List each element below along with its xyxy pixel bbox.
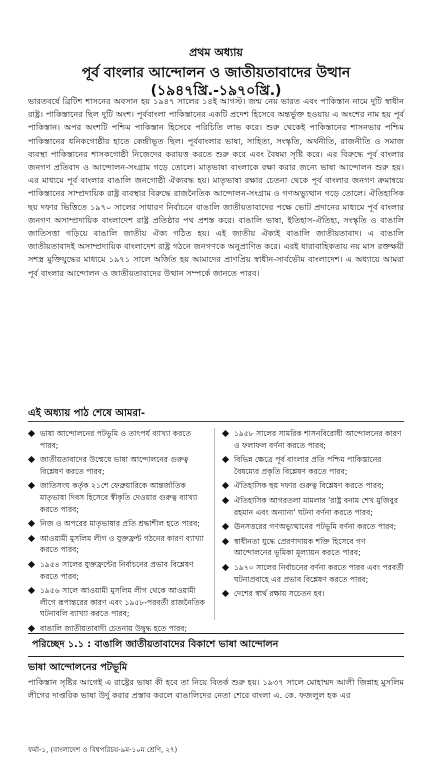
objective-item: নিজ ও অপরের মাতৃভাষার প্রতি শ্রদ্ধাশীল হতে পারব; (28, 518, 210, 530)
objective-item: জাতিসংঘ কর্তৃক ২১শে ফেব্রুয়ারিকে আন্তর্জাতিক মাতৃভাষা দিবস হিসেবে স্বীকৃতি দেওয়ার গুরুত্ব ব্যাখ্যা করতে পারব; (28, 480, 210, 515)
diamond-bullet-icon (222, 482, 229, 489)
objective-item: ১৯৫৮ সালের সামরিক শাসনবিরোধী আন্দোলনের কারণ ও ফলাফল বর্ণনা করতে পারব; (222, 428, 404, 451)
diamond-bullet-icon (222, 523, 229, 530)
page-footer: ফর্মা-১, (বাংলাদেশ ও বিশ্বপরিচয়-৯ম-১০ম শ্রেণি, ২৭) (28, 746, 178, 754)
objectives-rule (28, 421, 404, 422)
objectives-right-list (222, 428, 404, 603)
objective-item: ঊনসত্তরের গণঅভ্যুত্থানের পটভূমি বর্ণনা করতে পারব; (222, 521, 404, 533)
objective-item: ঐতিহাসিক আগরতলা মামলার 'রাষ্ট্র বনাম শেখ মুজিবুর রহমান এবং অন্যান্য' ঘটনা বর্ণনা করতে পারব; (222, 495, 404, 518)
objective-item: দেশের স্বার্থ রক্ষায় সচেতন হব। (222, 588, 404, 600)
objectives-left-list (28, 428, 210, 638)
objective-item: ভাষা আন্দোলনের পটভূমি ও তাৎপর্য ব্যাখ্যা করতে পারব; (28, 428, 210, 451)
section-heading: পরিচ্ছেদ ১.১ : বাঙালি জাতীয়তাবাদের বিকাশে ভাষা আন্দোলন (32, 639, 279, 650)
diamond-bullet-icon (222, 456, 229, 463)
sub-heading: ভাষা আন্দোলনের পটভূমি (28, 662, 128, 673)
diamond-bullet-icon (222, 564, 229, 571)
objective-item: বিভিন্ন ক্ষেত্রে পূর্ব বাংলার প্রতি পশ্চিম পাকিস্তানের বৈষম্যের প্রকৃতি বিশ্লেষণ করতে পারব; (222, 454, 404, 477)
diamond-bullet-icon (28, 482, 35, 489)
chapter-title: পূর্ব বাংলার আন্দোলন ও জাতীয়তাবাদের উত্থান (১৯৪৭খ্রি.-১৯৭০খ্রি.) (81, 65, 351, 99)
diamond-bullet-icon (222, 497, 229, 504)
objective-item: আওয়ামী মুসলিম লীগ ও যুক্তফ্রন্ট গঠনের কারণ ব্যাখ্যা করতে পারব; (28, 533, 210, 556)
objective-item: ১৯৭০ সালের নির্বাচনের বর্ণনা করতে পারব এবং পরবর্তী ঘটনাপ্রবাহে এর প্রভাব বিশ্লেষণ করতে পারব; (222, 562, 404, 585)
diamond-bullet-icon (222, 538, 229, 545)
section-heading-box (28, 633, 404, 657)
objective-item: ঐতিহাসিক ছয় দফার গুরুত্ব বিশ্লেষণ করতে পারব; (222, 480, 404, 492)
objectives-heading: এই অধ্যায় পাঠ শেষে আমরা- (28, 408, 145, 419)
objective-item: ১৯৫৬ সালে আওয়ামী মুসলিম লীগ থেকে আওয়ামী লীগে রূপান্তরের কারণ এবং ১৯৫৮-পরবর্তী রাজনৈতিক ঘটনাবলি ব্যাখ্যা করতে পারব; (28, 585, 210, 620)
objective-item: ১৯৫৪ সালের যুক্তফ্রন্টের নির্বাচনের প্রভাব বিশ্লেষণ করতে পারব; (28, 559, 210, 582)
diamond-bullet-icon (28, 587, 35, 594)
intro-paragraph: ভারতবর্ষে ব্রিটিশ শাসনের অবসান হয় ১৯৪৭ সালের ১৪ই আগস্ট। জন্ম নেয় ভারত এবং পাকিস্তান নামে দুটি স্বাধীন রাষ্ট্র। পাকিস্তানের ছিল দুটি অংশ। পূর্ববাংলা পাকিস্তানের একটি প্রদেশ হিসেবে অন্তর্ভুক্ত হওয়ায় এ অংশের নাম হয় পূর্ব পাকিস্তান। অপর অংশটি পশ্চিম পাকিস্তান হিসেবে পরিচিতি লাভ করে। শুরু থেকেই পাকিস্তানের শাসনভার পশ্চিম পাকিস্তানের ধনিকগোষ্ঠীর হাতে কেন্দ্রীভূত ছিল। পূর্ববাংলার ভাষা, সাহিত্য, সংস্কৃতি, অর্থনীতি, রাজনীতি ও সমাজ ব্যবস্থা পাকিস্তানের শাসকগোষ্ঠী নিজেদের করায়ত্ত করতে শুরু করে এবং বৈষম্য সৃষ্টি করে। এর বিরুদ্ধে পূর্ব বাংলার জনগণ প্রতিবাদ ও আন্দোলন-সংগ্রাম গড়ে তোলে। মাতৃভাষা বাংলাকে রক্ষা করার জন্যে ভাষা আন্দোলন শুরু হয়। এর মাধ্যমে পূর্ব বাংলার বাঙালি জনগোষ্ঠী ঐক্যবদ্ধ হয়। মাতৃভাষা রক্ষার চেতনা থেকে পূর্ব বাংলার জনগণ ক্রমান্বয়ে পাকিস্তানের সাম্প্রদায়িক রাষ্ট্র ব্যবস্থার বিরুদ্ধে রাজনৈতিক আন্দোলন-সংগ্রাম ও গণঅভ্যুত্থান গড়ে তোলে। ঐতিহাসিক ছয় দফার ভিত্তিতে ১৯৭০ সালের সাধারণ নির্বাচনে বাঙালি জাতীয়তাবাদের পক্ষে ভোট প্রদানের মাধ্যমে পূর্ব বাংলার জনগণ অসাম্প্রদায়িক বাংলাদেশ রাষ্ট্র প্রতিষ্ঠার পথ প্রশস্ত করে। বাঙালি ভাষা, ইতিহাস-ঐতিহ্য, সংস্কৃতি ও বাঙালি জাতিসত্তা গড়িয়ে বাঙালি জাতীয় ঐক্য গঠিত হয়। এই জাতীয় ঐক্যই বাঙালি জাতীয়তাবাদ। এ বাঙালি জাতীয়তাবাদই অসাম্প্রদায়িক বাংলাদেশ রাষ্ট্র গঠনে জনগণকে অনুপ্রাণিত করে। এরই ধারাবাহিকতায় নয় মাস রক্তক্ষয়ী সশস্ত্র মুক্তিযুদ্ধের মাধ্যমে ১৯৭১ সালে অর্জিত হয় আমাদের প্রাণপ্রিয় স্বাধীন-সার্বভৌম বাংলাদেশ। এ অধ্যায়ে আমরা পূর্ব বাংলার আন্দোলন ও জাতীয়তাবাদের উত্থান সম্পর্কে জানতে পারব। (28, 96, 404, 278)
section-paragraph: পাকিস্তান সৃষ্টির আগেই এ রাষ্ট্রের ভাষা কী হবে তা নিয়ে বিতর্ক শুরু হয়। ১৯৩৭ সালে মোহাম্মদ আলী জিন্নাহ মুসলিম লীগের দাপ্তরিক ভাষা উর্দু করার প্রস্তাব করলে বাঙালিদের নেতা শেরে বাংলা এ. কে. ফজলুল হক এর (28, 677, 404, 701)
diamond-bullet-icon (222, 590, 229, 597)
objective-item: জাতীয়তাবাদের উন্মেষে ভাষা আন্দোলনের গুরুত্ব বিশ্লেষণ করতে পারব; (28, 454, 210, 477)
column-divider (214, 428, 215, 620)
diamond-bullet-icon (222, 430, 229, 437)
diamond-bullet-icon (28, 430, 35, 437)
diamond-bullet-icon (28, 535, 35, 542)
chapter-label: প্রথম অধ্যায় (189, 46, 243, 59)
objective-item: স্বাধীনতা যুদ্ধে প্রেরণাদায়ক শক্তি হিসেবে গণ আন্দোলনের ভূমিকা মূল্যায়ন করতে পারব; (222, 536, 404, 559)
objective-item: বাঙালি জাতীয়তাবাদী চেতনায় উদ্বুদ্ধ হতে পারব; (28, 623, 210, 635)
diamond-bullet-icon (28, 561, 35, 568)
diamond-bullet-icon (28, 625, 35, 632)
diamond-bullet-icon (28, 456, 35, 463)
diamond-bullet-icon (28, 520, 35, 527)
